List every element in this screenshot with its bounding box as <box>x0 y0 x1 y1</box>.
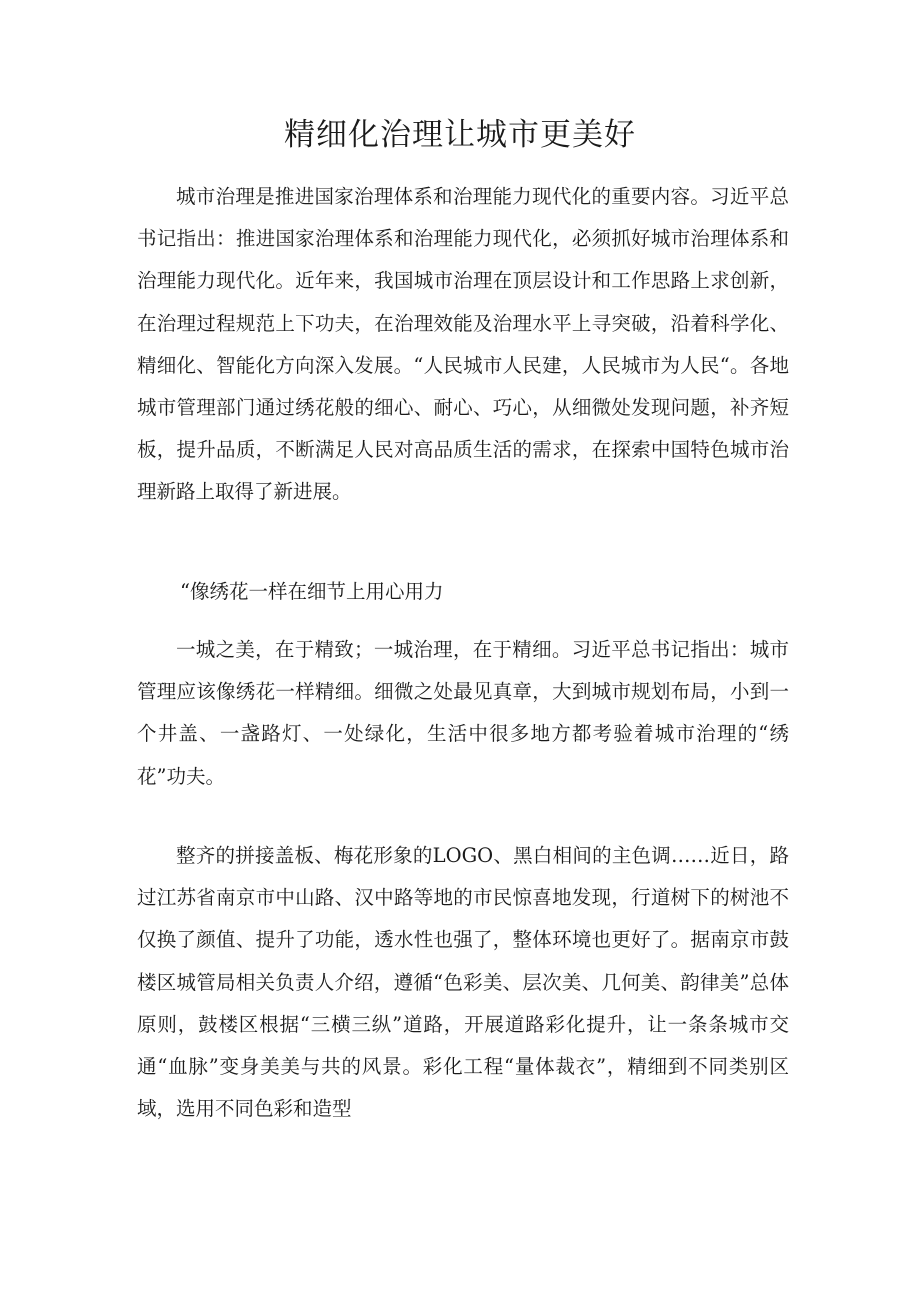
paragraph-embroidery: 一城之美，在于精致；一城治理，在于精细。习近平总书记指出：城市管理应该像绣花一样精细。细微之处最见真章，大到城市规划布局，小到一个井盖、一盏路灯、一处绿化，生活中很多地方都考验着城市治理的“绣花”功夫。 <box>137 638 789 788</box>
document-title: 精细化治理让城市更美好 <box>284 117 636 153</box>
section-heading: “像绣花一样在细节上用心用力 <box>180 580 444 603</box>
paragraph-nanjing: 整齐的拼接盖板、梅花形象的LOGO、黑白相间的主色调……近日，路过江苏省南京市中山路、汉中路等地的市民惊喜地发现，行道树下的树池不仅换了颜值、提升了功能，透水性也强了，整体环境也更好了。据南京市鼓楼区城管局相关负责人介绍，遵循“色彩美、层次美、几何美、韵律美”总体原则，鼓楼区根据“三横三纵”道路，开展道路彩化提升，让一条条城市交通“血脉”变身美美与共的风景。彩化工程“量体裁衣”，精细到不同类别区域，选用不同色彩和造型 <box>137 844 789 1121</box>
paragraph-intro: 城市治理是推进国家治理体系和治理能力现代化的重要内容。习近平总书记指出：推进国家治理体系和治理能力现代化，必须抓好城市治理体系和治理能力现代化。近年来，我国城市治理在顶层设计和工作思路上求创新，在治理过程规范上下功夫，在治理效能及治理水平上寻突破，沿着科学化、精细化、智能化方向深入发展。“人民城市人民建，人民城市为人民“。各地城市管理部门通过绣花般的细心、耐心、巧心，从细微处发现问题，补齐短板，提升品质，不断满足人民对高品质生活的需求，在探索中国特色城市治理新路上取得了新进展。 <box>137 185 789 504</box>
